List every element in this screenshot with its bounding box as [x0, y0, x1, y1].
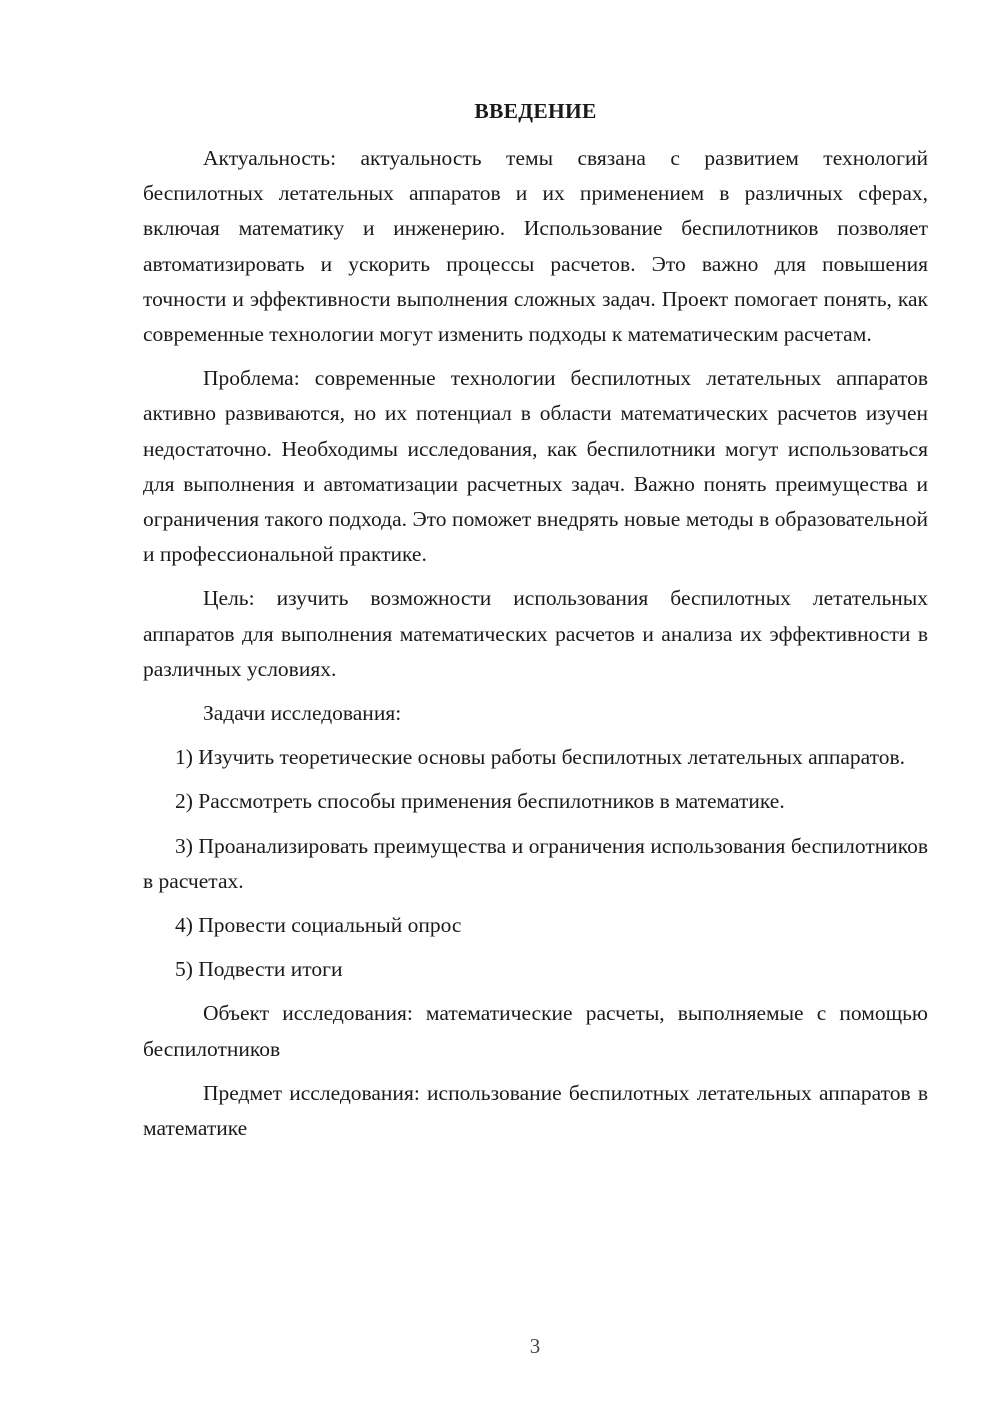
document-page	[143, 94, 928, 1155]
task-item-2: 2) Рассмотреть способы применения беспилотников в математике.	[175, 789, 785, 814]
page-number: 3	[529, 1334, 541, 1358]
task-item-5: 5) Подвести итоги	[175, 957, 343, 982]
problem-paragraph: Проблема: современные технологии беспилотных летательных аппаратов активно развиваются, но их потенциал в области математических расчетов изучен недостаточно. Необходимы исследования, как беспилотники могут использоваться для выполнения и автоматизации расчетных задач. Важно понять преимущества и ограничения такого подхода. Это поможет внедрять новые методы в образовательной и профессиональной практике.	[143, 366, 928, 567]
task-item-1: 1) Изучить теоретические основы работы беспилотных летательных аппаратов.	[175, 745, 906, 770]
object-paragraph: Объект исследования: математические расчеты, выполняемые с помощью беспилотников	[143, 1001, 928, 1061]
goal-paragraph: Цель: изучить возможности использования беспилотных летательных аппаратов для выполнения математических расчетов и анализа их эффективности в различных условиях.	[143, 586, 928, 681]
relevance-paragraph: Актуальность: актуальность темы связана с развитием технологий беспилотных летательных аппаратов и их применением в различных сферах, включая математику и инженерию. Использование беспилотников позволяет автоматизировать и ускорить процессы расчетов. Это важно для повышения точности и эффективности выполнения сложных задач. Проект помогает понять, как современные технологии могут изменить подходы к математическим расчетам.	[143, 146, 928, 347]
task-item-3: 3) Проанализировать преимущества и ограничения использования беспилотников в расчетах.	[143, 833, 928, 893]
subject-paragraph: Предмет исследования: использование беспилотных летательных аппаратов в математике	[143, 1080, 928, 1141]
task-item-4: 4) Провести социальный опрос	[175, 913, 462, 938]
section-heading: ВВЕДЕНИЕ	[474, 99, 597, 123]
tasks-title: Задачи исследования:	[203, 701, 402, 726]
